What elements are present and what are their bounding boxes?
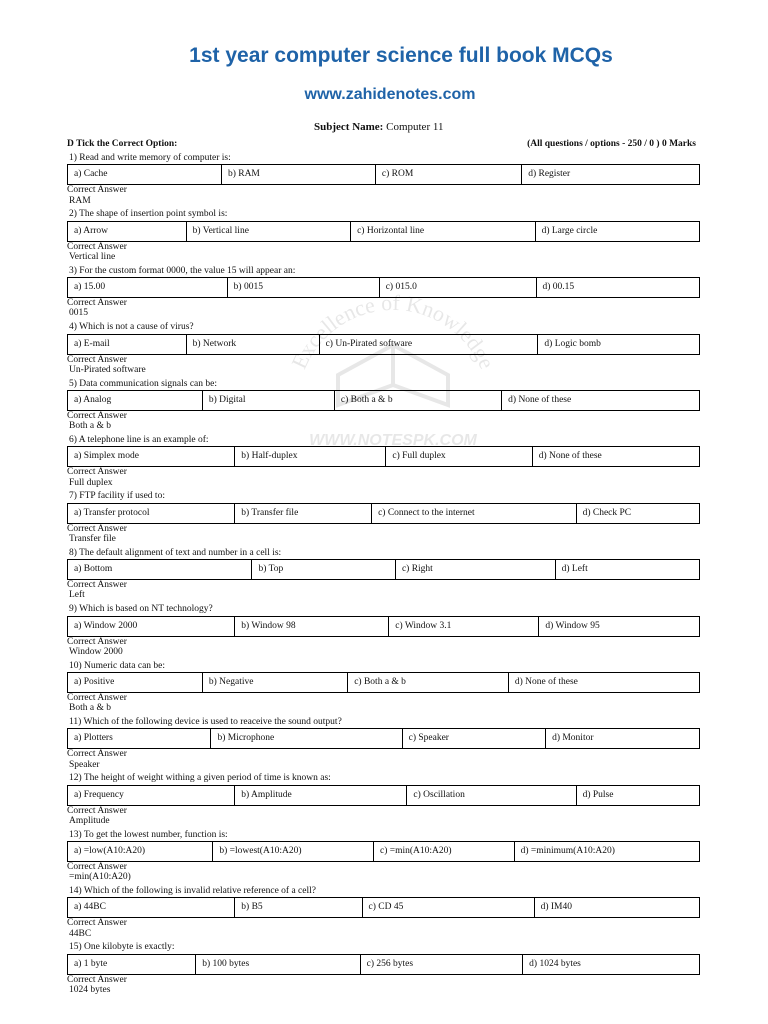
option-b[interactable]: b) Window 98 [235, 617, 389, 636]
option-c[interactable]: c) Full duplex [386, 447, 532, 466]
options-row [67, 954, 700, 975]
correct-answer-value: 44BC [69, 928, 92, 939]
option-c[interactable]: c) Window 3.1 [389, 617, 539, 636]
option-a[interactable]: a) Frequency [68, 786, 235, 805]
subject-line [314, 121, 443, 133]
option-d[interactable]: d) 00.15 [542, 282, 575, 293]
option-b[interactable]: b) Transfer file [235, 504, 372, 523]
subject-label: Subject Name: [314, 121, 384, 133]
option-c[interactable]: c) Right [396, 560, 556, 579]
option-b[interactable]: b) Network [187, 335, 320, 354]
question-text: 15) One kilobyte is exactly: [69, 942, 175, 953]
correct-answer-value: 0015 [69, 308, 88, 319]
option-a[interactable]: a) 1 byte [68, 955, 196, 974]
option-a[interactable]: a) =low(A10:A20) [68, 842, 213, 861]
option-d[interactable]: d) Window 95 [545, 620, 600, 631]
question-text: 5) Data communication signals can be: [69, 378, 217, 389]
instruction-text: D Tick the Correct Option: [67, 139, 178, 149]
option-b[interactable]: b) Half-duplex [235, 447, 386, 466]
option-d[interactable]: d) None of these [508, 394, 572, 405]
option-b[interactable]: b) Microphone [211, 729, 402, 748]
options-row [67, 503, 700, 524]
option-d[interactable]: d) 1024 bytes [529, 958, 581, 969]
options-row [67, 897, 700, 918]
options-row [67, 672, 700, 693]
question-item [67, 604, 700, 660]
question-item [67, 886, 700, 942]
option-d[interactable]: d) Monitor [552, 733, 594, 744]
option-b[interactable]: b) RAM [222, 165, 376, 184]
options-row [67, 390, 700, 411]
option-b[interactable]: b) B5 [235, 898, 362, 917]
correct-answer-label: Correct Answer [67, 918, 127, 929]
option-b[interactable]: b) 0015 [228, 278, 380, 297]
question-text: 4) Which is not a cause of virus? [69, 322, 194, 333]
question-item [67, 830, 700, 886]
option-d[interactable]: d) Register [528, 169, 571, 180]
question-item [67, 491, 700, 547]
question-text: 14) Which of the following is invalid relative reference of a cell? [69, 886, 316, 897]
option-d[interactable]: d) Check PC [582, 507, 632, 518]
option-a[interactable]: a) E-mail [68, 335, 187, 354]
option-c[interactable]: c) Horizontal line [351, 222, 535, 241]
option-a[interactable]: a) Cache [68, 165, 222, 184]
option-c[interactable]: c) Both a & b [348, 673, 509, 692]
option-b[interactable]: b) Amplitude [235, 786, 407, 805]
options-row [67, 164, 700, 185]
options-row [67, 841, 700, 862]
options-row [67, 334, 700, 355]
option-b[interactable]: b) 100 bytes [196, 955, 360, 974]
correct-answer-label: Correct Answer [67, 354, 127, 365]
question-item [67, 942, 700, 998]
correct-answer-value: Window 2000 [69, 646, 123, 657]
correct-answer-label: Correct Answer [67, 636, 127, 647]
watermark-arc-text: Excellence of Knowledge [286, 289, 500, 373]
option-c[interactable]: c) Oscillation [407, 786, 576, 805]
option-a[interactable]: a) Transfer protocol [68, 504, 235, 523]
correct-answer-label: Correct Answer [67, 580, 127, 591]
question-item [67, 153, 700, 209]
option-a[interactable]: a) Bottom [68, 560, 252, 579]
correct-answer-label: Correct Answer [67, 692, 127, 703]
option-b[interactable]: b) Digital [203, 391, 335, 410]
question-text: 1) Read and write memory of computer is: [69, 153, 231, 163]
option-b[interactable]: b) Top [252, 560, 395, 579]
correct-answer-label: Correct Answer [67, 241, 127, 252]
correct-answer-value: =min(A10:A20) [69, 872, 131, 883]
option-d[interactable]: d) =minimum(A10:A20) [520, 846, 615, 857]
question-text: 2) The shape of insertion point symbol is: [69, 209, 228, 220]
correct-answer-value: RAM [69, 195, 91, 206]
correct-answer-label: Correct Answer [67, 523, 127, 534]
correct-answer-label: Correct Answer [67, 410, 127, 421]
question-list [67, 153, 700, 999]
option-d[interactable]: d) None of these [514, 676, 578, 687]
question-item [67, 548, 700, 604]
correct-answer-label: Correct Answer [67, 467, 127, 478]
option-a[interactable]: a) Analog [68, 391, 203, 410]
correct-answer-label: Correct Answer [67, 749, 127, 760]
option-b[interactable]: b) =lowest(A10:A20) [213, 842, 374, 861]
question-item [67, 266, 700, 322]
correct-answer-label: Correct Answer [67, 974, 127, 985]
option-a[interactable]: a) Positive [68, 673, 203, 692]
option-d[interactable]: d) Pulse [582, 789, 614, 800]
option-b[interactable]: b) Negative [203, 673, 348, 692]
options-row [67, 616, 700, 637]
option-a[interactable]: a) 15.00 [68, 278, 228, 297]
question-text: 10) Numeric data can be: [69, 660, 166, 671]
option-c[interactable]: c) 015.0 [380, 278, 537, 297]
correct-answer-value: Transfer file [69, 533, 116, 544]
correct-answer-value: Full duplex [69, 477, 113, 488]
question-text: 9) Which is based on NT technology? [69, 604, 213, 615]
option-d[interactable]: d) None of these [538, 451, 602, 462]
website-url[interactable]: www.zahidenotes.com [304, 86, 476, 103]
option-c[interactable]: c) Un-Pirated software [320, 335, 539, 354]
correct-answer-value: Vertical line [69, 251, 116, 262]
option-a[interactable]: a) Window 2000 [68, 617, 235, 636]
option-a[interactable]: a) 44BC [68, 898, 235, 917]
options-row [67, 221, 700, 242]
correct-answer-label: Correct Answer [67, 862, 127, 873]
options-row [67, 785, 700, 806]
subject-value: Computer 11 [386, 121, 444, 133]
marks-summary: (All questions / options - 250 / 0 ) 0 Marks [527, 139, 696, 149]
question-text: 13) To get the lowest number, function is: [69, 829, 228, 840]
correct-answer-value: Both a & b [69, 703, 111, 714]
option-d[interactable]: d) IM40 [540, 902, 573, 913]
question-item [67, 209, 700, 265]
correct-answer-value: Left [69, 590, 85, 601]
option-d[interactable]: d) Large circle [541, 225, 598, 236]
question-text: 8) The default alignment of text and number in a cell is: [69, 547, 282, 558]
option-c[interactable]: c) Connect to the internet [372, 504, 577, 523]
correct-answer-value: 1024 bytes [69, 985, 111, 996]
question-item [67, 435, 700, 491]
question-item [67, 717, 700, 773]
question-text: 12) The height of weight withing a given period of time is known as: [69, 773, 331, 784]
option-c[interactable]: c) ROM [376, 165, 522, 184]
options-row [67, 446, 700, 467]
option-c[interactable]: c) Speaker [403, 729, 546, 748]
question-item [67, 322, 700, 378]
option-c[interactable]: c) CD 45 [363, 898, 535, 917]
options-row [67, 559, 700, 580]
question-text: 6) A telephone line is an example of: [69, 434, 209, 445]
question-item [67, 379, 700, 435]
question-item [67, 773, 700, 829]
watermark-site-text: WWW.NOTESPK.COM [309, 432, 477, 449]
document-title: 1st year computer science full book MCQs [189, 44, 613, 67]
question-text: 7) FTP facility if used to: [69, 491, 165, 502]
option-c[interactable]: c) 256 bytes [361, 955, 524, 974]
option-a[interactable]: a) Plotters [68, 729, 211, 748]
question-item [67, 661, 700, 717]
option-d[interactable]: d) Logic bomb [544, 338, 601, 349]
option-b[interactable]: b) Vertical line [187, 222, 351, 241]
correct-answer-value: Speaker [69, 759, 100, 770]
options-row [67, 728, 700, 749]
options-row [67, 277, 700, 298]
correct-answer-label: Correct Answer [67, 185, 127, 196]
correct-answer-label: Correct Answer [67, 298, 127, 309]
option-c[interactable]: c) =min(A10:A20) [374, 842, 515, 861]
question-text: 11) Which of the following device is used to reaceive the sound output? [69, 716, 342, 727]
correct-answer-label: Correct Answer [67, 805, 127, 816]
option-c[interactable]: c) Both a & b [335, 391, 502, 410]
correct-answer-value: Amplitude [69, 815, 110, 826]
option-d[interactable]: d) Left [561, 564, 588, 575]
correct-answer-value: Both a & b [69, 421, 111, 432]
question-text: 3) For the custom format 0000, the value 15 will appear an: [69, 265, 296, 276]
option-a[interactable]: a) Arrow [68, 222, 187, 241]
correct-answer-value: Un-Pirated software [69, 364, 146, 375]
option-a[interactable]: a) Simplex mode [68, 447, 235, 466]
